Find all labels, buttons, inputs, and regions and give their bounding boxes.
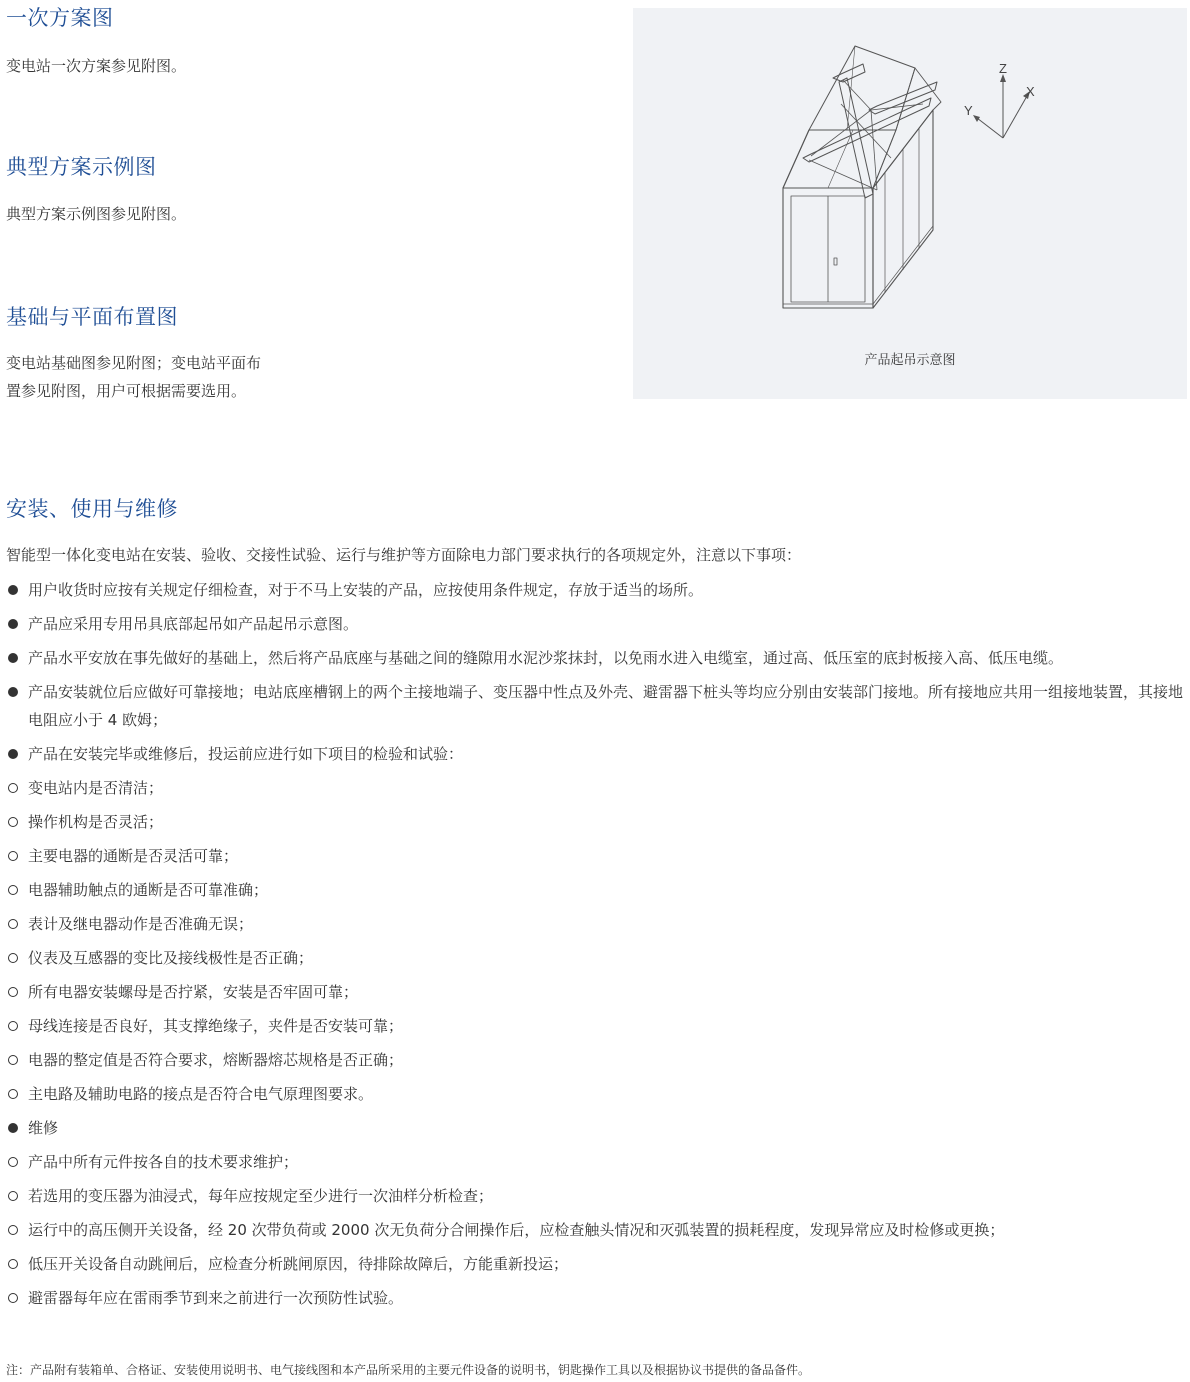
list-item	[6, 842, 1188, 870]
typical-scheme-text: 典型方案示例图参见附图。	[6, 205, 187, 223]
filled-bullet-icon	[8, 653, 18, 663]
hollow-bullet-icon	[8, 1157, 18, 1167]
list-item-text: 母线连接是否良好，其支撑绝缘子，夹件是否安装可靠；	[28, 1017, 404, 1035]
list-item	[6, 1250, 1188, 1278]
list-item	[6, 740, 1188, 768]
figure-caption: 产品起吊示意图	[864, 353, 956, 368]
hollow-bullet-icon	[8, 885, 18, 895]
section-title-primary-scheme: 一次方案图	[6, 6, 114, 30]
list-item	[6, 644, 1188, 672]
list-item-text: 产品安装就位后应做好可靠接地；电站底座槽钢上的两个主接地端子、变压器中性点及外壳、避雷器下桩头等均应分别由安装部门接地。所有接地应共用一组接地装置，其接地电阻应小于 4 欧姆；	[28, 683, 1184, 729]
filled-bullet-icon	[8, 687, 18, 697]
list-item	[6, 944, 1188, 972]
list-item-text: 表计及继电器动作是否准确无误；	[28, 915, 254, 933]
footnote: 注：产品附有装箱单、合格证、安装使用说明书、电气接线图和本产品所采用的主要元件设备的说明书，钥匙操作工具以及根据协议书提供的备品备件。	[6, 1363, 811, 1377]
list-item-text: 变电站内是否清洁；	[28, 779, 164, 797]
list-item-text: 产品中所有元件按各自的技术要求维护；	[28, 1153, 299, 1171]
list-item-text: 电器辅助触点的通断是否可靠准确；	[28, 881, 269, 899]
list-item	[6, 774, 1188, 802]
filled-bullet-icon	[8, 1123, 18, 1133]
list-item-text: 维修	[28, 1119, 59, 1137]
hollow-bullet-icon	[8, 1225, 18, 1235]
list-item	[6, 978, 1188, 1006]
list-item-text: 运行中的高压侧开关设备，经 20 次带负荷或 2000 次无负荷分合闸操作后，应检查触头情况和灭弧装置的损耗程度，发现异常应及时检修或更换；	[28, 1221, 1005, 1239]
install-intro-text: 智能型一体化变电站在安装、验收、交接性试验、运行与维护等方面除电力部门要求执行的各项规定外，注意以下事项：	[6, 546, 802, 564]
axis-label-z: Z	[999, 61, 1007, 76]
section-title-typical-scheme: 典型方案示例图	[6, 155, 157, 179]
hollow-bullet-icon	[8, 1089, 18, 1099]
list-item-text: 主要电器的通断是否灵活可靠；	[28, 847, 239, 865]
axis-indicator	[973, 74, 1030, 138]
list-item-text: 电器的整定值是否符合要求，熔断器熔芯规格是否正确；	[28, 1051, 404, 1069]
install-items-list	[6, 576, 1188, 1318]
filled-bullet-icon	[8, 585, 18, 595]
filled-bullet-icon	[8, 749, 18, 759]
list-item	[6, 1284, 1188, 1312]
list-item-text: 仪表及互感器的变比及接线极性是否正确；	[28, 949, 314, 967]
list-item	[6, 1114, 1188, 1142]
list-item	[6, 1216, 1188, 1244]
axis-label-y: Y	[964, 103, 973, 118]
hollow-bullet-icon	[8, 1293, 18, 1303]
lifting-diagram-figure	[633, 8, 1187, 399]
section-title-foundation-layout: 基础与平面布置图	[6, 305, 178, 329]
filled-bullet-icon	[8, 619, 18, 629]
list-item	[6, 910, 1188, 938]
list-item	[6, 1046, 1188, 1074]
hollow-bullet-icon	[8, 919, 18, 929]
list-item-text: 用户收货时应按有关规定仔细检查，对于不马上安装的产品，应按使用条件规定，存放于适当的场所。	[28, 581, 704, 599]
list-item-text: 主电路及辅助电路的接点是否符合电气原理图要求。	[28, 1085, 374, 1103]
hollow-bullet-icon	[8, 817, 18, 827]
list-item-text: 所有电器安装螺母是否拧紧，安装是否牢固可靠；	[28, 983, 359, 1001]
foundation-text-line1: 变电站基础图参见附图；变电站平面布	[6, 354, 262, 372]
list-item-text: 若选用的变压器为油浸式，每年应按规定至少进行一次油样分析检查；	[28, 1187, 494, 1205]
list-item	[6, 876, 1188, 904]
hollow-bullet-icon	[8, 987, 18, 997]
list-item-text: 操作机构是否灵活；	[28, 813, 164, 831]
list-item	[6, 1080, 1188, 1108]
hollow-bullet-icon	[8, 783, 18, 793]
list-item	[6, 1148, 1188, 1176]
list-item-text: 产品应采用专用吊具底部起吊如产品起吊示意图。	[28, 615, 359, 633]
hollow-bullet-icon	[8, 1021, 18, 1031]
list-item	[6, 576, 1188, 604]
primary-scheme-text: 变电站一次方案参见附图。	[6, 57, 187, 75]
list-item	[6, 1182, 1188, 1210]
foundation-text-line2: 置参见附图，用户可根据需要选用。	[6, 382, 247, 400]
list-item	[6, 678, 1188, 734]
list-item	[6, 808, 1188, 836]
hollow-bullet-icon	[8, 1055, 18, 1065]
axis-label-x: X	[1026, 84, 1035, 99]
list-item-text: 产品水平安放在事先做好的基础上，然后将产品底座与基础之间的缝隙用水泥沙浆抹封，以免雨水进入电缆室，通过高、低压室的底封板接入高、低压电缆。	[28, 649, 1064, 667]
list-item-text: 避雷器每年应在雷雨季节到来之前进行一次预防性试验。	[28, 1289, 404, 1307]
list-item	[6, 610, 1188, 638]
hollow-bullet-icon	[8, 1259, 18, 1269]
hollow-bullet-icon	[8, 1191, 18, 1201]
list-item	[6, 1012, 1188, 1040]
hollow-bullet-icon	[8, 953, 18, 963]
list-item-text: 低压开关设备自动跳闸后，应检查分析跳闸原因，待排除故障后，方能重新投运；	[28, 1255, 569, 1273]
lifting-diagram-drawing	[633, 8, 1187, 399]
list-item-text: 产品在安装完毕或维修后，投运前应进行如下项目的检验和试验：	[28, 745, 464, 763]
section-title-install-use-maintenance: 安装、使用与维修	[6, 497, 178, 521]
hollow-bullet-icon	[8, 851, 18, 861]
